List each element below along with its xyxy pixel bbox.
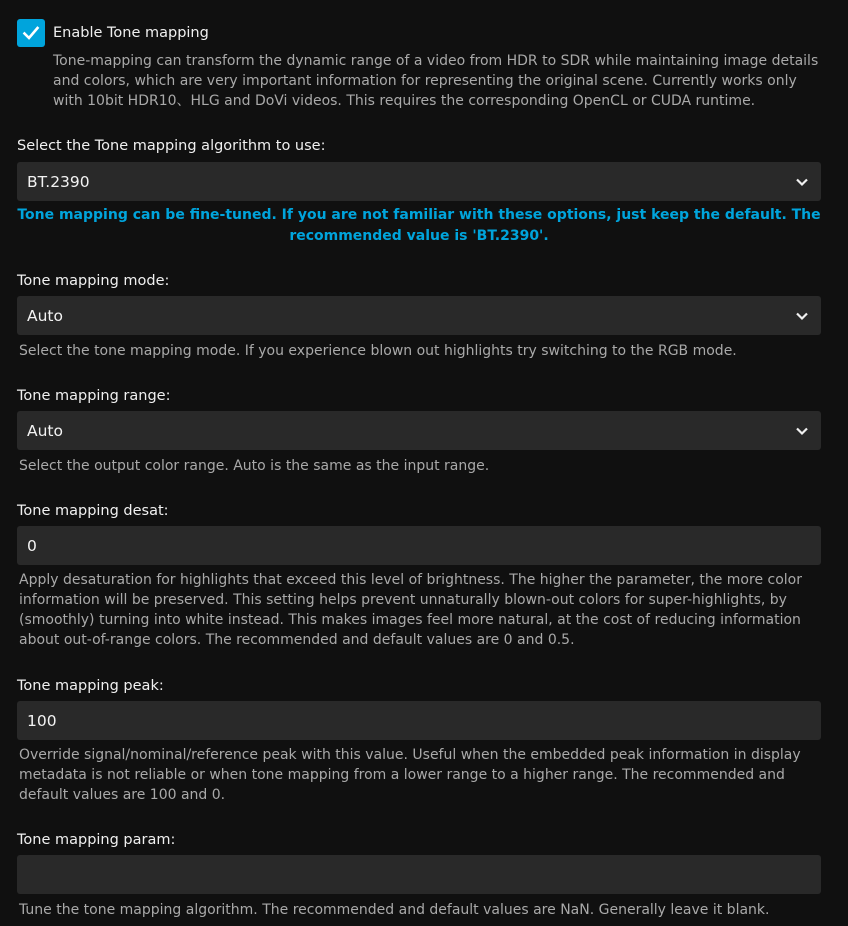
range-selected-value: Auto — [27, 421, 63, 440]
param-description: Tune the tone mapping algorithm. The recommended and default values are NaN. Generally leave it blank. — [19, 902, 770, 918]
algorithm-notice: Tone mapping can be fine-tuned. If you are not familiar with these options, just keep the default. The recommended value is 'BT.2390'. — [17, 207, 821, 244]
peak-input[interactable] — [17, 701, 821, 740]
peak-value: 100 — [27, 711, 57, 730]
chevron-down-icon — [795, 175, 809, 189]
desat-label: Tone mapping desat: — [17, 503, 169, 519]
mode-label: Tone mapping mode: — [17, 273, 170, 289]
desat-value: 0 — [27, 536, 37, 555]
enable-tone-mapping-row[interactable] — [17, 19, 209, 47]
peak-description: Override signal/nominal/reference peak with this value. Useful when the embedded peak information in display metadata is not reliable or when tone mapping from a lower range to a higher range. The recommended and default values are 100 and 0. — [19, 747, 801, 803]
range-description: Select the output color range. Auto is the same as the input range. — [19, 458, 490, 474]
enable-tone-mapping-description: Tone-mapping can transform the dynamic range of a video from HDR to SDR while maintaining image details and colors, which are very important information for representing the original scene. Currently works only with 10bit HDR10、HLG and DoVi videos. This requires the corresponding OpenCL or CUDA runtime. — [53, 53, 819, 109]
algorithm-select[interactable] — [17, 162, 821, 201]
mode-selected-value: Auto — [27, 306, 63, 325]
desat-input[interactable] — [17, 526, 821, 565]
enable-tone-mapping-label: Enable Tone mapping — [53, 25, 209, 41]
range-label: Tone mapping range: — [17, 388, 171, 404]
param-input[interactable] — [17, 855, 821, 894]
peak-label: Tone mapping peak: — [17, 678, 164, 694]
enable-tone-mapping-checkbox[interactable] — [17, 19, 45, 47]
algorithm-selected-value: BT.2390 — [27, 172, 90, 191]
chevron-down-icon — [795, 309, 809, 323]
param-label: Tone mapping param: — [17, 832, 176, 848]
desat-description: Apply desaturation for highlights that exceed this level of brightness. The higher the parameter, the more color information will be preserved. This setting helps prevent unnaturally blown-out colors for super-highlights, by (smoothly) turning into white instead. This makes images feel more natural, at the cost of reducing information about out-of-range colors. The recommended and default values are 0 and 0.5. — [19, 572, 802, 648]
mode-description: Select the tone mapping mode. If you experience blown out highlights try switching to the RGB mode. — [19, 343, 737, 359]
range-select[interactable] — [17, 411, 821, 450]
algorithm-label: Select the Tone mapping algorithm to use: — [17, 138, 326, 154]
chevron-down-icon — [795, 424, 809, 438]
checkmark-icon — [22, 24, 40, 42]
mode-select[interactable] — [17, 296, 821, 335]
